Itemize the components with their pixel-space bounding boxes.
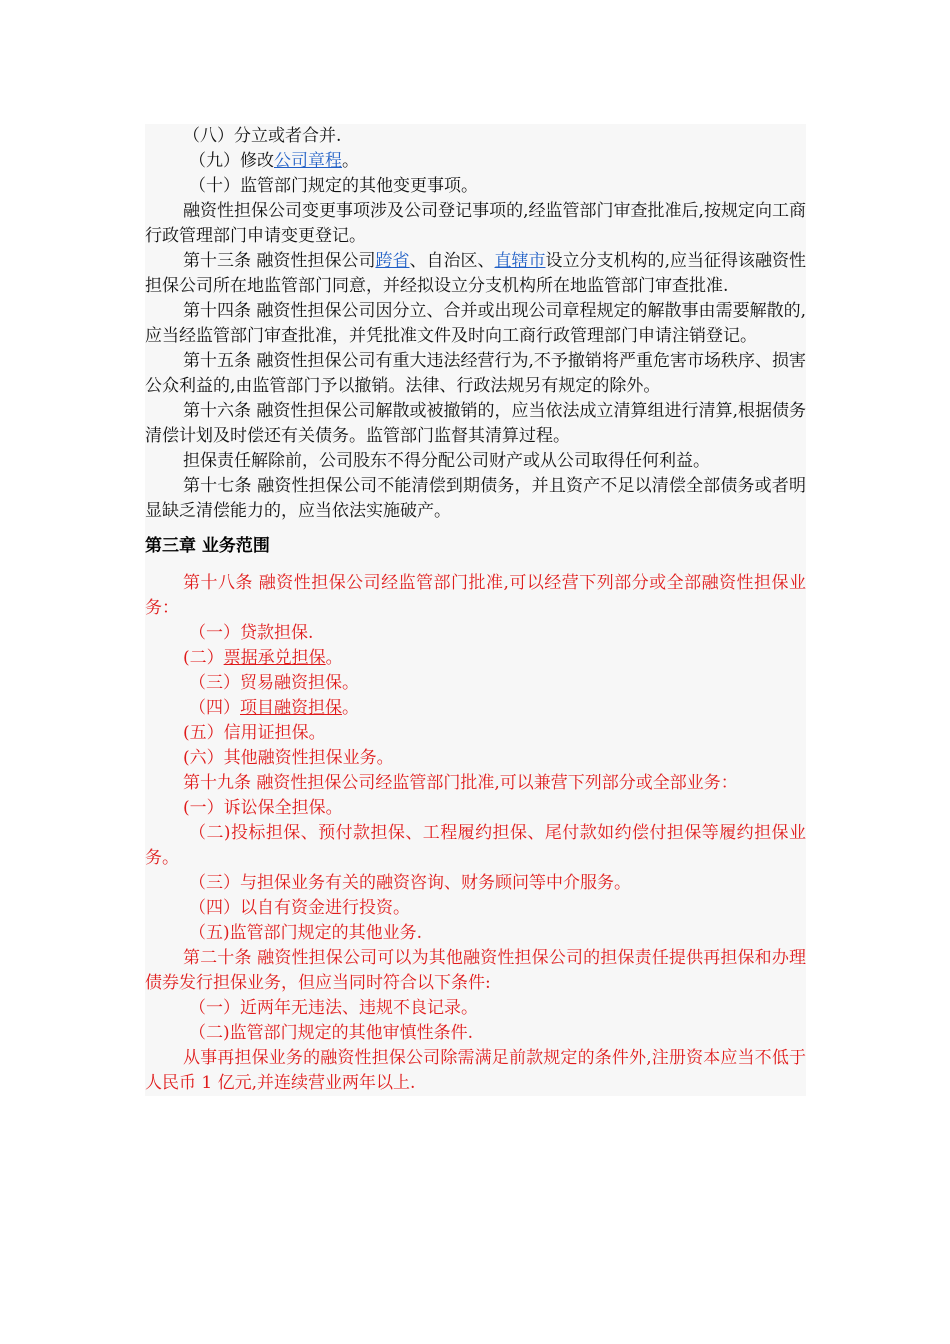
article-18-item-4 [145, 696, 806, 721]
cross-province-link[interactable]: 跨省 [375, 251, 410, 271]
article-13-text-a: 第十三条 融资性担保公司 [183, 251, 376, 271]
paragraph-change-registration: 融资性担保公司变更事项涉及公司登记事项的,经监管部门审查批准后,按规定向工商行政管理部门申请变更登记。 [145, 201, 806, 246]
document-page [145, 124, 806, 1096]
article-13-text-c: 设立分支机构的,应当征得该融资性担保公司所在地监管部门同意，并经拟设立分支机构所在地监管部门审查批准. [145, 251, 807, 296]
article-17: 第十七条 融资性担保公司不能清偿到期债务，并且资产不足以清偿全部债务或者明显缺乏清偿能力的，应当依法实施破产。 [145, 476, 806, 521]
article-19-intro: 第十九条 融资性担保公司经监管部门批准,可以兼营下列部分或全部业务： [183, 773, 738, 793]
article-18-item-2 [145, 646, 806, 671]
chapter-3-heading: 第三章 业务范围 [145, 536, 270, 556]
article-20-item-1: （一）近两年无违法、违规不良记录。 [189, 998, 478, 1018]
article-13-text-b: 、自治区、 [409, 251, 495, 271]
article-19-item-3: （三）与担保业务有关的融资咨询、财务顾问等中介服务。 [189, 873, 631, 893]
article-14: 第十四条 融资性担保公司因分立、合并或出现公司章程规定的解散事由需要解散的,应当经监管部门审查批准，并凭批准文件及时向工商行政管理部门申请注销登记。 [145, 301, 806, 346]
article-18-item-2-text: (二） [183, 648, 224, 668]
spacer [145, 559, 806, 571]
article-18-item-3: （三）贸易融资担保。 [189, 673, 359, 693]
paragraph-reguarantee: 从事再担保业务的融资性担保公司除需满足前款规定的条件外,注册资本应当不低于人民币 1 亿元,并连续营业两年以上. [145, 1048, 806, 1093]
item-9-text: （九）修改 [189, 151, 274, 171]
article-15: 第十五条 融资性担保公司有重大违法经营行为,不予撤销将严重危害市场秩序、损害公众利益的,由监管部门予以撤销。法律、行政法规另有规定的除外。 [145, 351, 806, 396]
company-charter-link[interactable]: 公司章程 [274, 151, 342, 171]
article-18-item-5: (五）信用证担保。 [183, 723, 326, 743]
article-20-intro: 第二十条 融资性担保公司可以为其他融资性担保公司的担保责任提供再担保和办理债券发行担保业务，但应当同时符合以下条件: [145, 948, 806, 993]
article-18-intro: 第十八条 融资性担保公司经监管部门批准,可以经营下列部分或全部融资性担保业务： [145, 573, 806, 618]
bill-acceptance-guarantee-link[interactable]: 票据承兑担保 [223, 648, 326, 668]
article-19-item-1: (一）诉讼保全担保。 [183, 798, 343, 818]
item-9 [145, 149, 806, 174]
spacer [145, 524, 806, 534]
article-19-item-2: （二)投标担保、预付款担保、工程履约担保、尾付款如约偿付担保等履约担保业务。 [145, 823, 806, 868]
project-financing-guarantee-link[interactable]: 项目融资担保 [240, 698, 342, 718]
item-9-end: 。 [342, 151, 359, 171]
article-19-item-5: （五)监管部门规定的其他业务. [189, 923, 423, 943]
article-19-item-4: （四）以自有资金进行投资。 [189, 898, 410, 918]
article-16: 第十六条 融资性担保公司解散或被撤销的，应当依法成立清算组进行清算,根据债务清偿计划及时偿还有关债务。监管部门监督其清算过程。 [145, 401, 806, 446]
article-18-item-2-end: 。 [325, 648, 343, 668]
article-18-item-1: （一）贷款担保. [189, 623, 314, 643]
article-13 [145, 249, 806, 299]
municipality-link[interactable]: 直辖市 [494, 251, 546, 271]
item-8: （八）分立或者合并. [183, 126, 342, 146]
article-20-item-2: （二)监管部门规定的其他审慎性条件. [189, 1023, 474, 1043]
item-10: （十）监管部门规定的其他变更事项。 [189, 176, 478, 196]
paragraph-guarantee-release: 担保责任解除前，公司股东不得分配公司财产或从公司取得任何利益。 [183, 451, 710, 471]
article-18-item-4-text: （四） [189, 698, 240, 718]
article-18-item-4-end: 。 [342, 698, 359, 718]
article-18-item-6: (六）其他融资性担保业务。 [183, 748, 394, 768]
